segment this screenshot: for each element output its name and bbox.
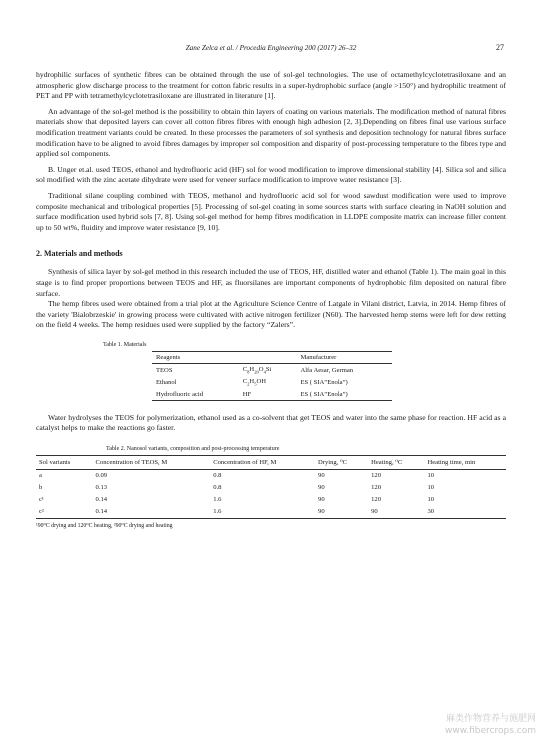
table-row	[36, 482, 506, 494]
table2-cell: 90	[318, 484, 325, 492]
table1-caption: Table 1. Materials	[103, 341, 147, 348]
table-row	[152, 389, 392, 401]
table-row	[36, 469, 506, 482]
watermark-line-1: 麻类作物营养与施肥网	[445, 714, 536, 724]
section-title: 2. Materials and methods	[36, 249, 123, 259]
table2-cell: 120	[371, 472, 381, 480]
table2-header: Concentration of TEOS, M	[93, 455, 211, 469]
table2-header: Sol variants	[36, 455, 93, 469]
table1-cell: Alfa Aesar, German	[300, 366, 354, 374]
paragraph-intro-2: An advantage of the sol-gel method is the possibility to obtain thin layers of coating on various materials. The modification method of natural fibres materials show that deposited layers can cover all cotton fibres fibres with enough high adhesion [2, 3].Depending on fibres final use various surface modification treatment variants could be created. In these processes the parameters of sol synthesis and deposition technology for natural fibres surface modification have to be aligned to avoid fibres damages by improper sol composition and disparity of post-processing temperature to the fibres type and applied sol components.	[36, 106, 506, 159]
table2-footnote: ¹90⁰C drying and 120⁰C heating, ²90⁰C drying and heating	[36, 522, 173, 529]
table2-header: Heating, ⁰C	[368, 455, 424, 469]
table2-cell: 120	[371, 484, 381, 492]
table1-cell: ES ( SIA”Enola”)	[300, 378, 348, 386]
table2-caption: Table 2. Nanosol variants, composition and post-processing temperature	[106, 445, 280, 452]
table1-cell: $C_8H_{20}O_4Si$	[242, 365, 272, 375]
table2-cell: 90	[368, 506, 424, 519]
paragraph-methods-2: The hemp fibres used were obtained from a trial plot at the Agriculture Science Centre of Latgale in Vilani district, Latvia, in 2014. Hemp fibres of the variety 'Bialobrzeskie' in growing process were cultivated with active nitrogen fertilizer (N60). The harvested hemp stems were left for dew retting on the field 4 weeks. The hemp residues used were supplied by the factory “Zalers”.	[36, 299, 506, 330]
table1-cell: ES ( SIA”Enola”)	[296, 389, 392, 401]
table2-cell: 0.13	[95, 484, 108, 492]
page-number: 27	[496, 43, 504, 52]
table2-header: Drying, ⁰C	[315, 455, 368, 469]
table1-header: Reagents	[152, 351, 239, 363]
table2-cell: 1.6	[210, 506, 315, 519]
table2-cell: 0.14	[93, 506, 211, 519]
table1-cell: Ethanol	[156, 378, 177, 386]
table1-header: Manufacturer	[296, 351, 392, 363]
paragraph-intro-3: B. Unger et.al. used TEOS, ethanol and hydrofluoric acid (HF) sol for wood modification to improve dimensional stability [4]. Silica sol and silica sol modified with the zinc acetate dihydrate were used for veneer surface modification to improve water resistance [3].	[36, 164, 506, 185]
table2-cell: 120	[371, 496, 381, 504]
table-row	[152, 376, 392, 388]
table2-cell: 0.8	[213, 484, 222, 492]
paragraph-methods-1: Synthesis of silica layer by sol-gel method in this research included the use of TEOS, HF, distilled water and ethanol (Table 1). The main goal in this stage is to find proper proportions between TEOS and HF, as fluorsilanes are important components of hydrophobic film deposited on natural fibre surface.	[36, 267, 506, 298]
table2-cell: 30	[424, 506, 506, 519]
table2-cell: 10	[427, 484, 435, 492]
table1-cell: $C_2H_5OH$	[242, 378, 267, 387]
nanosol-table	[36, 455, 506, 519]
table-row	[36, 506, 506, 519]
table2-cell: 10	[427, 496, 435, 504]
table2-header: Concentration of HF, M	[210, 455, 315, 469]
paragraph-intro-4: Traditional silane coupling combined with TEOS, methanol and hydrofluoric acid sol for wood sawdust modification were used to improve composite mechanical and tribological properties [5]. Processing of sol-gel coating in some sources starts with surface clearing in NaOH solution and surface modification used hybrid sols [7, 8]. Using sol-gel method for hemp fibres modification in LLDPE composite matrix can increase filler content up to 50 wt%, fluidity and improve water resistance [9, 10].	[36, 190, 506, 232]
table2-cell: c²	[36, 506, 93, 519]
table2-cell: b	[39, 484, 43, 492]
table2-cell: 90	[318, 496, 325, 504]
table2-header: Heating time, min	[424, 455, 506, 469]
running-head: Zane Zelca et al. / Procedia Engineering 200 (2017) 26–32	[185, 44, 357, 52]
watermark	[445, 713, 536, 737]
table2-cell: 0.14	[95, 496, 108, 504]
table2-cell: 10	[427, 472, 435, 480]
table-row	[36, 494, 506, 506]
table2-cell: 90	[315, 506, 368, 519]
paragraph-intro-1: hydrophilic surfaces of synthetic fibres can be obtained through the use of sol-gel technologies. The use of octamethylcyclotetrasiloxane and an atmospheric glow discharge process to the treatment for cotton fabric results in a super-hydrophobic surface (angle >150°) and hydrophilic treatment of PET and PP with tetramethylcyclotetrasiloxane are illustrated in literature [1].	[36, 70, 506, 101]
table2-cell: 90	[318, 472, 325, 480]
table1-cell: Hydrofluoric acid	[152, 389, 239, 401]
table-row	[152, 363, 392, 376]
materials-table	[152, 351, 392, 401]
table2-cell: 0.09	[95, 472, 108, 480]
table1-cell: TEOS	[156, 366, 173, 374]
table1-cell: HF	[239, 389, 297, 401]
watermark-line-2: www.fibercrops.com	[445, 726, 536, 736]
article-body	[36, 70, 506, 529]
table2-cell: a	[39, 472, 42, 480]
table1-header	[239, 351, 297, 363]
table2-cell: 1.6	[213, 496, 222, 504]
paragraph-methods-3: Water hydrolyses the TEOS for polymerization, ethanol used as a co-solvent that get TEOS and water into the same phase for reaction. HF acid as a catalyst helps to make the reactions go faster.	[36, 412, 506, 433]
table2-cell: c¹	[39, 496, 44, 504]
table2-cell: 0.8	[213, 472, 222, 480]
